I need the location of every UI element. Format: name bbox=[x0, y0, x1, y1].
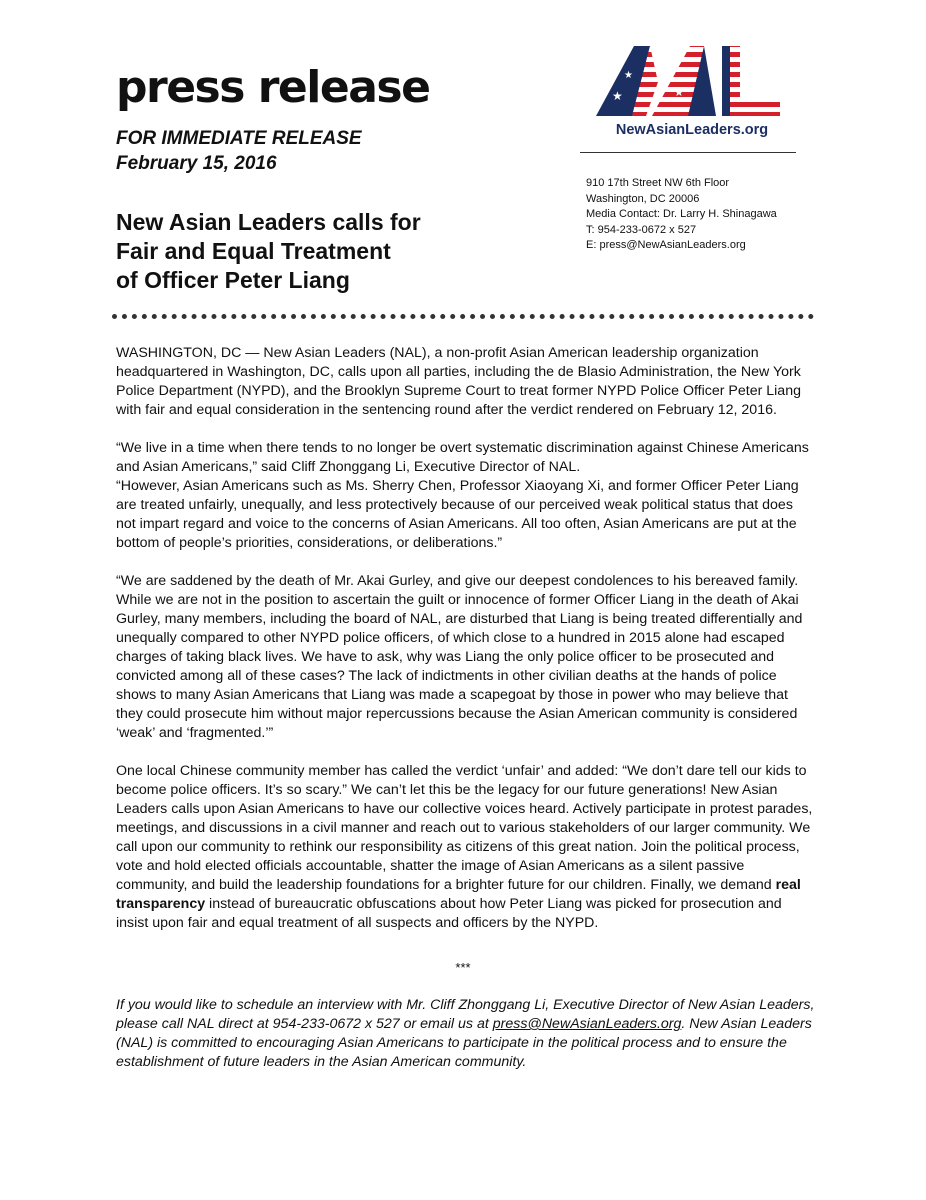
headline-line-3: of Officer Peter Liang bbox=[116, 267, 350, 293]
section-separator: *** bbox=[455, 960, 471, 975]
closing-text-end: . New Asian Leaders (NAL) is committed to encouraging Asian Americans to participate in the political process and to ensure the establishment of future leaders in the Asian American community. bbox=[116, 1016, 812, 1070]
address-line-2: Washington, DC 20006 bbox=[586, 192, 700, 205]
release-date: February 15, 2016 bbox=[116, 153, 277, 174]
email: E: press@NewAsianLeaders.org bbox=[586, 239, 746, 251]
press-release-title: press release bbox=[116, 62, 430, 113]
body-text bbox=[116, 344, 816, 952]
paragraph-2 bbox=[116, 439, 816, 553]
paragraph-2-quote: “We live in a time when there tends to no longer be overt systematic discrimination against Chinese Americans and Asian Americans,” said Cliff Zhonggang Li, Executive Director of NAL. bbox=[116, 440, 809, 475]
svg-text:★: ★ bbox=[612, 89, 623, 103]
phone: T: 954-233-0672 x 527 bbox=[586, 223, 697, 236]
svg-text:★: ★ bbox=[624, 70, 633, 81]
paragraph-3: “We are saddened by the death of Mr. Akai Gurley, and give our deepest condolences to his bereaved family. While we are not in the position to ascertain the guilt or innocence of former Officer Liang in the death of Akai Gurley, many members, including the board of NAL, are disturbed that Liang is being treated differentially and unequally compared to other NYPD police officers, of which close to a hundred in 2015 alone had escaped charges of taking black lives. We have to ask, why was Liang the only police officer to be prosecuted and convicted among all of these cases? The lack of indictments in other civilian deaths at the hands of police shows to many Asian Americans that Liang was made a scapegoat by those in power who may believe that they could prosecute him without major repercussions because the Asian American community is considered ‘weak’ and ‘fragmented.’” bbox=[116, 573, 803, 741]
logo-wordmark: NewAsianLeaders.org bbox=[615, 122, 769, 138]
logo-underline bbox=[580, 152, 796, 153]
media-contact: Media Contact: Dr. Larry H. Shinagawa bbox=[586, 208, 777, 220]
headline-line-1: New Asian Leaders calls for bbox=[116, 209, 421, 235]
paragraph-4-text: One local Chinese community member has called the verdict ‘unfair’ and added: “We don’t dare tell our kids to become police officers. It’s so scary.” We can’t let this be the legacy for our future generations! New Asian Leaders calls upon Asian Americans to have our collective voices heard. Actively participate in protest parades, meetings, and discussions in a civil manner and reach out to various stakeholders of our larger community. We call upon our community to rethink our responsibility as citizens of this great nation. Join the political process, vote and hold elected officials accountable, shatter the image of Asian Americans as a silent passive community, and build the leadership foundations for a brighter future for our children. Finally, we demand bbox=[116, 763, 813, 893]
closing-paragraph bbox=[116, 996, 816, 1072]
svg-text:★: ★ bbox=[674, 86, 684, 99]
headline-line-2: Fair and Equal Treatment bbox=[116, 238, 391, 264]
paragraph-4-emphasis: real transparency bbox=[116, 877, 801, 912]
release-type: FOR IMMEDIATE RELEASE bbox=[116, 128, 362, 149]
paragraph-4 bbox=[116, 762, 816, 933]
contact-block bbox=[586, 176, 777, 254]
paragraph-1: WASHINGTON, DC — New Asian Leaders (NAL), a non-profit Asian American leadership organization headquartered in Washington, DC, calls upon all parties, including the de Blasio Administration, the New York Police Department (NYPD), and the Brooklyn Supreme Court to treat former NYPD Police Officer Peter Liang with fair and equal consideration in the sentencing round after the verdict rendered on February 12, 2016. bbox=[116, 345, 801, 418]
headline bbox=[116, 208, 421, 295]
closing-note bbox=[116, 996, 816, 1072]
release-info bbox=[116, 126, 362, 176]
nal-logo-icon bbox=[594, 42, 784, 120]
paragraph-2-continued: “However, Asian Americans such as Ms. Sherry Chen, Professor Xiaoyang Xi, and former Officer Peter Liang are treated unfairly, unequally, and less protectively because of our perceived weak political status that does not impart regard and voice to the concerns of Asian Americans. All too often, Asian Americans are put at the bottom of people’s priorities, considerations, or deliberations.” bbox=[116, 478, 799, 551]
closing-text: If you would like to schedule an interview with Mr. Cliff Zhonggang Li, Executive Director of New Asian Leaders, please call NAL direct at 954-233-0672 x 527 or email us at bbox=[116, 997, 815, 1032]
address-line-1: 910 17th Street NW 6th Floor bbox=[586, 177, 730, 189]
dotted-divider bbox=[112, 314, 814, 319]
press-email-link[interactable]: press@NewAsianLeaders.org bbox=[492, 1016, 682, 1032]
paragraph-4-ending: instead of bureaucratic obfuscations about how Peter Liang was picked for prosecution and insist upon fair and equal treatment of all suspects and officers by the NYPD. bbox=[116, 896, 782, 931]
